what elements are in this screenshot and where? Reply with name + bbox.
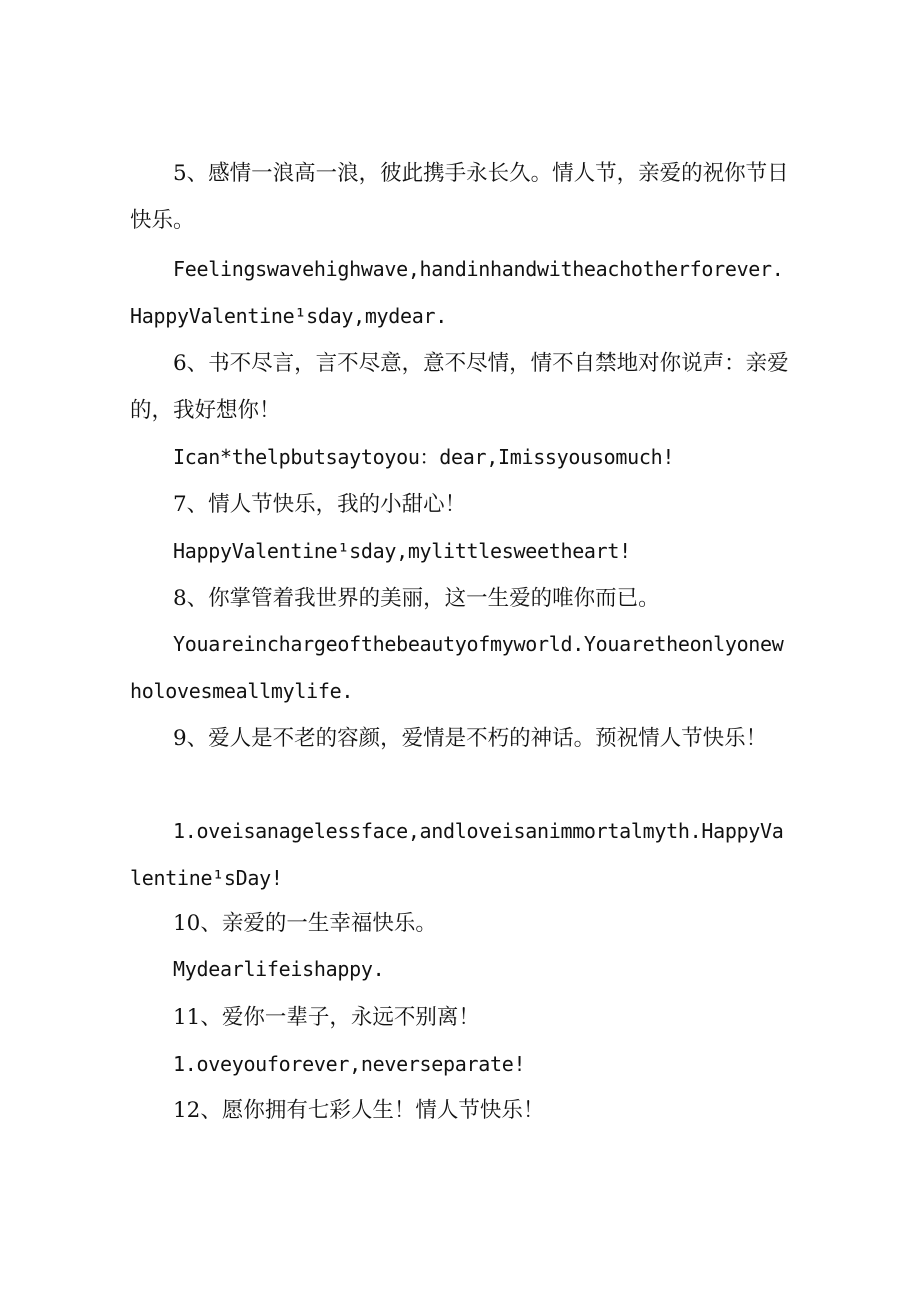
paragraph-10-english: Mydearlifeishappy. (173, 957, 385, 981)
paragraph-9-english: 1.oveisanagelessface,andloveisanimmortalmyth.HappyValentine¹sDay! (130, 819, 784, 890)
paragraph-7-chinese: 7、情人节快乐，我的小甜心！ (173, 492, 467, 517)
paragraph-10-chinese: 10、亲爱的一生幸福快乐。 (173, 911, 437, 936)
paragraph-11-english: 1.oveyouforever,neverseparate! (173, 1052, 526, 1076)
paragraph-5-chinese: 5、感情一浪高一浪，彼此携手永长久。情人节，亲爱的祝你节日快乐。 (130, 161, 789, 233)
paragraph-6-english: Ican*thelpbutsaytoyou：dear,Imissyousomuch! (173, 445, 675, 469)
paragraph-9-chinese: 9、爱人是不老的容颜，爱情是不朽的神话。预祝情人节快乐！ (173, 726, 768, 751)
paragraph-7-english: HappyValentine¹sday,mylittlesweetheart! (173, 539, 631, 563)
paragraph-11-chinese: 11、爱你一辈子，永远不别离！ (173, 1005, 480, 1030)
paragraph-8-english: Youareinchargeofthebeautyofmyworld.Youaretheonlyonewholovesmeallmylife. (130, 632, 784, 703)
paragraph-6-chinese: 6、书不尽言，言不尽意，意不尽情，情不自禁地对你说声：亲爱的，我好想你！ (130, 351, 789, 423)
paragraph-5-english: Feelingswavehighwave,handinhandwitheachotherforever.HappyValentine¹sday,mydear. (130, 257, 784, 328)
paragraph-8-chinese: 8、你掌管着我世界的美丽，这一生爱的唯你而已。 (173, 586, 660, 611)
paragraph-12-chinese: 12、愿你拥有七彩人生！情人节快乐！ (173, 1098, 545, 1123)
